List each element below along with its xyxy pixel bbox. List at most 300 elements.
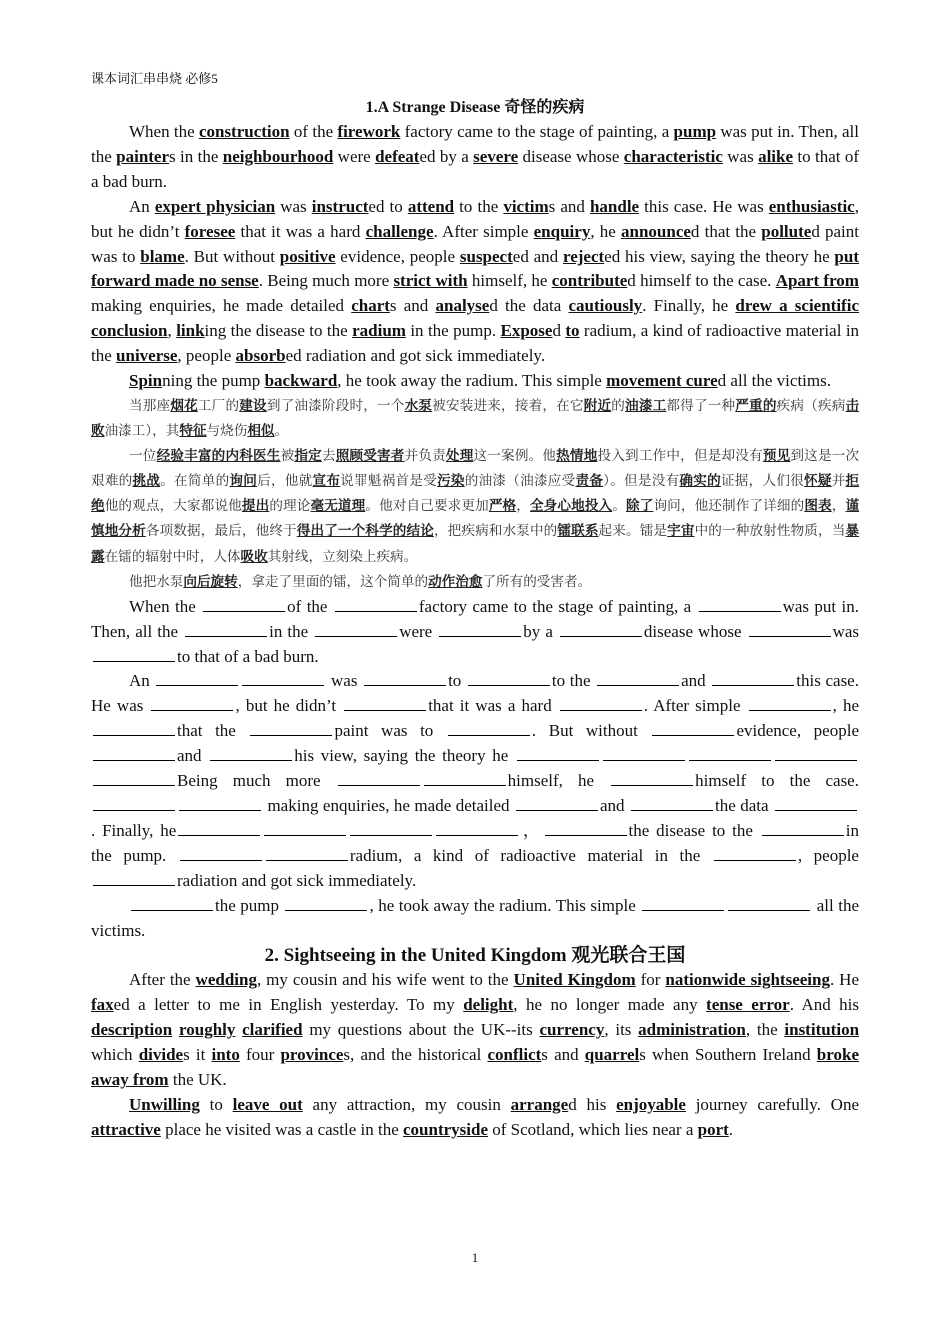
answer-blank[interactable] [264,821,346,836]
text-run: 的理论 [269,498,311,515]
text-run: his view, saying the theory he [294,746,515,766]
text-run: place he visited was a castle in the [160,1119,404,1139]
text-run: my questions about the UK--its [302,1020,540,1040]
answer-blank[interactable] [749,696,831,711]
answer-blank[interactable] [131,896,213,911]
text-run: that it was a hard [235,221,366,241]
text-run: himself to the case. [695,771,859,791]
text-run: 各项数据，最后，他终于 [145,523,297,540]
keyword: Apart from [775,271,859,291]
answer-blank[interactable] [728,896,810,911]
answer-blank[interactable] [611,771,693,786]
keyword: 动作治愈 [428,573,483,590]
text-run: all the victims. [91,895,859,940]
keyword: 除了 [626,498,654,515]
text-run: When the [129,122,199,141]
text-run: in the [269,621,314,641]
keyword: delight [463,995,514,1015]
keyword: nationwide sightseeing [665,970,830,990]
text-run: . [728,1119,734,1139]
answer-blank[interactable] [151,696,233,711]
text-run: for [635,970,666,990]
keyword: 水泵 [404,397,433,414]
answer-blank[interactable] [448,721,530,736]
text-run [172,1020,179,1039]
keyword: 暴露 [91,523,860,565]
text-run: was put in. Then, all the [91,596,859,641]
keyword: 油漆工 [625,397,667,414]
keyword: painter [116,146,170,166]
text-run: s and [389,296,436,316]
paragraph [91,968,859,1093]
keyword: cautiously [568,296,643,316]
text-run: and [177,746,209,766]
answer-blank[interactable] [762,821,844,836]
text-run: 他把水泵 [129,573,184,590]
keyword: link [176,321,205,341]
text-run: to the [551,671,596,691]
text-run: 。 [274,423,289,440]
keyword: 得出了一个科学的结论 [296,523,434,540]
text-run: . After simple [643,696,747,716]
page-header: 课本词汇串串烧 必修5 [91,71,218,86]
keyword: suspect [459,246,513,266]
answer-blank[interactable] [517,746,599,761]
keyword: countryside [403,1119,489,1139]
text-run: evidence, people [736,721,859,741]
answer-blank[interactable] [350,821,432,836]
keyword: attend [407,196,455,216]
keyword: tense error [706,995,790,1015]
text-run: ed to [368,196,408,216]
keyword: description [91,1020,173,1040]
keyword: challenge [365,221,434,241]
keyword: 怀疑 [804,473,832,490]
keyword: 指定 [294,448,322,465]
answer-blank[interactable] [516,796,598,811]
paragraph [91,394,859,444]
text-run: and [599,795,629,815]
section-1-title: 1.A Strange Disease 奇怪的疾病 [365,99,585,116]
text-run: Being much more [177,771,336,791]
keyword: 宣布 [312,473,341,490]
text-run: , he took away the radium. This simple [337,371,607,391]
text-run: was [275,196,312,216]
text-run: were [399,621,438,641]
paragraph [91,369,859,394]
keyword: 挑战 [132,473,161,490]
text-run: , [167,321,177,341]
keyword: 向后旋转 [183,573,238,590]
text-run: ， [520,820,543,840]
answer-blank[interactable] [93,647,175,662]
paragraph [91,894,859,944]
text-run: ， [831,498,846,515]
text-run: d all the victims. [717,371,831,391]
keyword: universe [116,346,178,366]
keyword: Spin [129,371,163,391]
answer-blank[interactable] [749,622,831,637]
text-run: was [832,621,860,641]
answer-blank[interactable] [642,896,724,911]
paragraph [91,595,859,670]
text-run: to that of a bad burn. [91,146,860,191]
text-run: 证据，人们很 [720,473,804,490]
answer-blank[interactable] [597,671,679,686]
answer-blank[interactable] [714,846,796,861]
text-run: . He [829,970,859,990]
text-run: s and [548,196,590,216]
text-run: d [552,321,566,341]
page-number: 1 [471,1250,479,1265]
text-run: was [722,146,759,166]
keyword: foresee [184,221,236,241]
text-run: . And his [789,995,860,1015]
paragraph [91,1093,859,1143]
text-run: this case. He was [91,671,859,716]
keyword: into [211,1045,240,1065]
text-run: 。他对自己要求更加 [365,498,489,515]
keyword: 拒绝 [91,473,860,515]
text-run: the data [715,795,773,815]
answer-blank[interactable] [560,696,642,711]
answer-blank[interactable] [775,746,857,761]
text-run: were [333,146,376,166]
text-run: 被 [280,448,295,465]
text-run: ed a letter to me in English yesterday. To my [113,995,464,1015]
text-run: , he took away the radium. This simple [369,895,641,915]
keyword: radium [352,321,406,341]
text-run: four [239,1045,281,1065]
text-run: ed radiation and got sick immediately. [285,346,546,366]
text-run: in the pump. [405,321,501,341]
keyword: 经验丰富的内科医生 [156,448,281,465]
keyword: characteristic [623,146,723,166]
keyword: 照顾受害者 [335,448,405,465]
keyword: divide [138,1045,184,1065]
keyword: currency [539,1020,605,1040]
keyword: United Kingdom [513,970,636,990]
text-run: 这一案例。他 [473,448,557,465]
paragraph [91,195,859,369]
answer-blank[interactable] [775,796,857,811]
text-run: . But without [184,246,280,266]
text-run: 油漆工），其 [104,423,180,440]
text-run: any attraction, my cousin [302,1094,511,1114]
text-run: ）。但是没有 [603,473,680,490]
section-1-chinese-text [91,394,859,595]
text-run: the UK. [168,1070,227,1090]
keyword: attractive [91,1119,161,1139]
text-run: 并负责 [404,448,446,465]
keyword: Unwilling [129,1094,200,1114]
text-run: factory came to the stage of painting, a [400,122,674,141]
text-run: . After simple [433,221,534,241]
answer-blank[interactable] [285,896,367,911]
keyword: enthusiastic [768,196,855,216]
text-run: himself, he [467,271,552,291]
keyword: instruct [311,196,369,216]
answer-blank[interactable] [93,746,175,761]
text-run: in the pump. [91,820,859,865]
keyword: handle [589,196,640,216]
answer-blank[interactable] [338,771,420,786]
text-run: 中的一种放射性物质，当 [694,523,846,540]
text-run: radium, a kind of radioactive material in the [349,845,712,865]
keyword: 相似 [247,423,275,440]
text-run: the disease to the [628,820,760,840]
answer-blank[interactable] [93,871,175,886]
paragraph [91,120,859,195]
text-run: 起来。镭是 [598,523,668,540]
answer-blank[interactable] [652,721,734,736]
answer-blank[interactable] [335,597,417,612]
keyword: expert physician [154,196,276,216]
text-run: d paint was to [91,221,859,266]
answer-blank[interactable] [631,796,713,811]
text-run: 去 [321,448,336,465]
text-run: 到了油漆阶段时，一个 [266,397,405,414]
answer-blank[interactable] [364,671,446,686]
text-run: radiation and got sick immediately. [177,870,417,890]
text-run: making enquiries, he made detailed [91,296,352,316]
keyword: 击败 [91,397,860,440]
text-run: journey carefully. One [685,1094,860,1114]
keyword: 严格 [488,498,517,515]
answer-blank[interactable] [93,721,175,736]
text-run: to [199,1094,233,1114]
text-run: s when Southern Ireland [639,1045,817,1065]
text-run: of the [287,596,333,616]
text-run: , my cousin and his wife went to the [256,970,514,990]
text-run: s, and the historical [343,1045,488,1065]
text-run: ， [516,498,530,515]
text-run: 的 [611,397,626,414]
keyword: 烟花 [170,397,198,414]
answer-blank[interactable] [436,821,518,836]
answer-blank[interactable] [266,846,348,861]
keyword: pump [673,122,717,141]
keyword: backward [264,371,338,391]
text-run: . Finally, he [91,820,177,840]
text-run: which [91,1045,139,1065]
keyword: 附近 [583,397,612,414]
keyword: contribute [551,271,628,291]
keyword: wedding [195,970,257,990]
text-run: this case. He was [639,196,769,216]
keyword: 毫无道理 [310,498,366,515]
keyword: victim [503,196,549,216]
keyword: 确实的 [679,473,721,490]
answer-blank[interactable] [424,771,506,786]
text-run: that it was a hard [428,696,558,716]
paragraph [91,669,859,893]
answer-blank[interactable] [712,671,794,686]
keyword: 特征 [179,423,207,440]
text-run: ing the disease to the [204,321,353,341]
text-run: 的油漆（油漆应受 [464,473,576,490]
answer-blank[interactable] [250,721,332,736]
answer-blank[interactable] [242,671,324,686]
answer-blank[interactable] [468,671,550,686]
answer-blank[interactable] [603,746,685,761]
text-run: evidence, people [335,246,460,266]
keyword: 镭联系 [557,523,599,540]
keyword: 处理 [445,448,474,465]
section-2-english-text [91,968,859,1142]
answer-blank[interactable] [203,597,285,612]
text-run: 到这是一次艰难的 [91,448,860,490]
paragraph [91,570,859,595]
text-run: 其射线，立刻染上疾病。 [267,548,418,565]
text-run: the pump [215,895,284,915]
text-run: d the data [489,296,569,316]
keyword: institution [784,1020,860,1040]
text-run: d that the [690,221,762,241]
keyword: arrange [510,1094,569,1114]
text-run: 与烧伤 [206,423,248,440]
text-run: , he no longer made any [513,995,707,1015]
keyword: conflict [487,1045,542,1065]
text-run: ning the pump [162,371,265,391]
text-run: ，把疾病和水泵中的 [433,523,558,540]
text-run: s in the [169,146,223,166]
text-run: 了所有的受害者。 [482,573,592,590]
keyword: 吸收 [240,548,268,565]
keyword: reject [562,246,605,266]
keyword: defeat [375,146,420,166]
text-run: 当那座 [129,397,171,414]
keyword: enquiry [533,221,591,241]
text-run: 被安装进来，接着，在它 [432,397,584,414]
text-run: . Being much more [258,271,394,291]
text-run: to the [454,196,504,216]
text-run: by a [523,621,558,641]
answer-blank[interactable] [178,821,260,836]
keyword: drew a scientific conclusion [91,296,859,341]
text-run: d his [568,1094,617,1114]
keyword: construction [198,122,290,141]
text-run: and [681,671,711,691]
text-run: s it [183,1045,212,1065]
text-run: 询问，他还制作了详细的 [653,498,805,515]
answer-blank[interactable] [344,696,426,711]
keyword: movement cure [606,371,718,391]
answer-blank[interactable] [439,622,521,637]
keyword: enjoyable [616,1094,686,1114]
keyword: pollute [761,221,812,241]
keyword: leave out [232,1094,303,1114]
keyword: firework [337,122,401,141]
keyword: announce [621,221,691,241]
text-run: was [326,671,363,691]
answer-blank[interactable] [179,796,261,811]
text-run: 工厂的 [197,397,240,414]
keyword: absorb [235,346,286,366]
answer-blank[interactable] [315,622,397,637]
section-1-fill-in-exercise [91,595,859,944]
keyword: analyse [435,296,490,316]
text-run: 投入到工作中，但是却没有 [597,448,763,465]
answer-blank[interactable] [185,622,267,637]
text-run: to that of a bad burn. [177,646,319,666]
answer-blank[interactable] [93,796,175,811]
text-run: himself, he [507,771,610,791]
keyword: 谨慎地分析 [91,498,860,540]
keyword: fax [91,995,114,1015]
answer-blank[interactable] [156,671,238,686]
keyword: 责备 [575,473,604,490]
keyword: alike [758,146,794,166]
keyword: province [280,1045,344,1065]
text-run: ed his view, saying the theory he [604,246,835,266]
text-run: 。在简单的 [160,473,230,490]
text-run: disease whose [643,621,747,641]
text-run: radium, a kind of radioactive material in the [91,321,860,366]
keyword: 询问 [229,473,258,490]
text-run: After the [129,970,196,990]
keyword: severe [473,146,519,166]
keyword: neighbourhood [222,146,334,166]
keyword: quarrel [584,1045,640,1065]
section-2-title: 2. Sightseeing in the United Kingdom 观光联合王国 [264,945,686,967]
keyword: port [697,1119,729,1139]
text-run: 一位 [129,448,157,465]
text-run: was put in. Then, all the [91,122,859,166]
text-run: 都得了一种 [666,397,736,414]
answer-blank[interactable] [180,846,262,861]
text-run: , its [604,1020,639,1040]
keyword: positive [279,246,336,266]
text-run: An [129,671,155,691]
keyword: 严重的 [735,397,777,414]
keyword: put forward made no sense [91,246,859,291]
text-run: paint was to [334,721,446,741]
answer-blank[interactable] [545,821,627,836]
text-run: . But without [531,721,651,741]
text-run: making enquiries, he made detailed [263,795,514,815]
text-run: factory came to the stage of painting, a [418,596,697,616]
answer-blank[interactable] [699,597,781,612]
text-run: 他的观点，大家都说他 [104,498,242,515]
text-run: ed by a [419,146,474,166]
answer-blank[interactable] [93,771,175,786]
text-run: of the [289,122,338,141]
text-run: s and [541,1045,585,1065]
keyword: broke away from [91,1045,859,1090]
text-run: 。 [612,498,626,515]
keyword: Expose [500,321,553,341]
text-run: of Scotland, which lies near a [488,1119,698,1139]
text-run: 疾病（疾病 [776,397,846,414]
keyword: administration [638,1020,746,1040]
keyword: 图表 [804,498,832,515]
section-1-english-text [91,120,859,394]
text-run: , he [832,696,860,716]
text-run: ed and [512,246,563,266]
answer-blank[interactable] [560,622,642,637]
text-run: to [448,671,466,691]
keyword: 提出 [241,498,270,515]
keyword: 全身心地投入 [529,498,613,515]
keyword: 预见 [762,448,791,465]
answer-blank[interactable] [210,746,292,761]
keyword: strict with [393,271,468,291]
answer-blank[interactable] [689,746,771,761]
text-run: When the [129,596,202,616]
text-run: , but he didn’t [235,696,343,716]
keyword: 建设 [239,397,267,414]
